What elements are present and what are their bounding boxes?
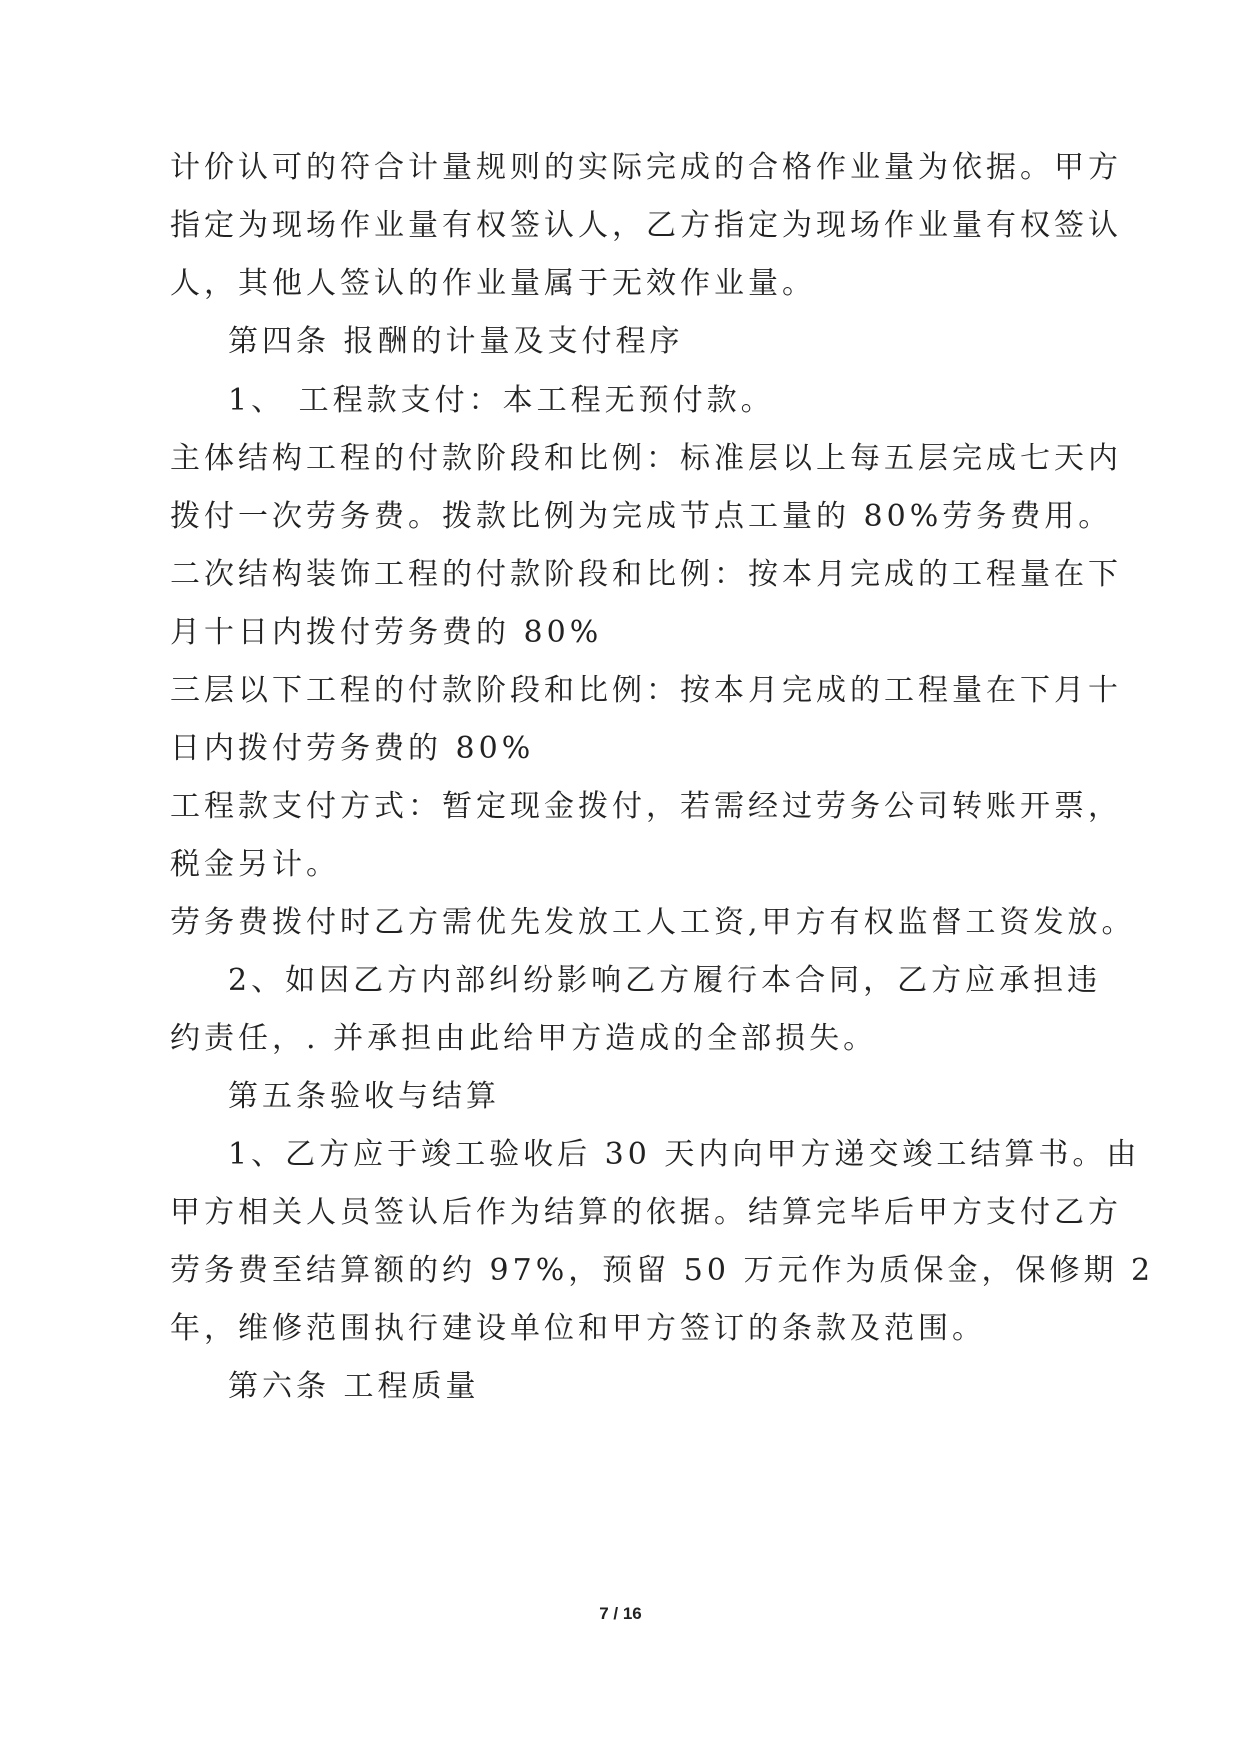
body-text-line: 主体结构工程的付款阶段和比例：标准层以上每五层完成七天内 <box>170 441 1122 476</box>
list-item: 2、如因乙方内部纠纷影响乙方履行本合同，乙方应承担违 <box>228 963 1102 998</box>
body-text-line: 三层以下工程的付款阶段和比例：按本月完成的工程量在下月十 <box>170 673 1122 708</box>
list-item: 1、 工程款支付：本工程无预付款。 <box>228 383 775 418</box>
section-heading: 第六条 工程质量 <box>228 1369 480 1404</box>
body-text-line: 工程款支付方式：暂定现金拨付，若需经过劳务公司转账开票， <box>170 789 1122 824</box>
body-text-line: 二次结构装饰工程的付款阶段和比例：按本月完成的工程量在下 <box>170 557 1122 592</box>
page-number: 7 / 16 <box>599 1604 642 1623</box>
body-text-line: 劳务费拨付时乙方需优先发放工人工资,甲方有权监督工资发放。 <box>170 905 1136 940</box>
body-text-line: 月十日内拨付劳务费的 80% <box>170 615 603 650</box>
body-text-line: 约责任，. 并承担由此给甲方造成的全部损失。 <box>170 1021 878 1056</box>
body-text-line: 计价认可的符合计量规则的实际完成的合格作业量为依据。甲方 <box>170 150 1122 185</box>
body-text-line: 甲方相关人员签认后作为结算的依据。结算完毕后甲方支付乙方 <box>170 1195 1122 1230</box>
section-heading: 第五条验收与结算 <box>228 1079 500 1114</box>
body-text-line: 指定为现场作业量有权签认人，乙方指定为现场作业量有权签认 <box>170 208 1122 243</box>
body-text-line: 年，维修范围执行建设单位和甲方签订的条款及范围。 <box>170 1311 986 1346</box>
body-text-line: 税金另计。 <box>170 847 340 882</box>
body-text-line: 人，其他人签认的作业量属于无效作业量。 <box>170 266 816 301</box>
list-item: 1、乙方应于竣工验收后 30 天内向甲方递交竣工结算书。由 <box>228 1137 1141 1172</box>
body-text-line: 日内拨付劳务费的 80% <box>170 731 535 766</box>
section-heading: 第四条 报酬的计量及支付程序 <box>228 324 684 359</box>
body-text-line: 劳务费至结算额的约 97%，预留 50 万元作为质保金，保修期 2 <box>170 1253 1155 1288</box>
body-text-line: 拨付一次劳务费。拨款比例为完成节点工量的 80%劳务费用。 <box>170 499 1113 534</box>
